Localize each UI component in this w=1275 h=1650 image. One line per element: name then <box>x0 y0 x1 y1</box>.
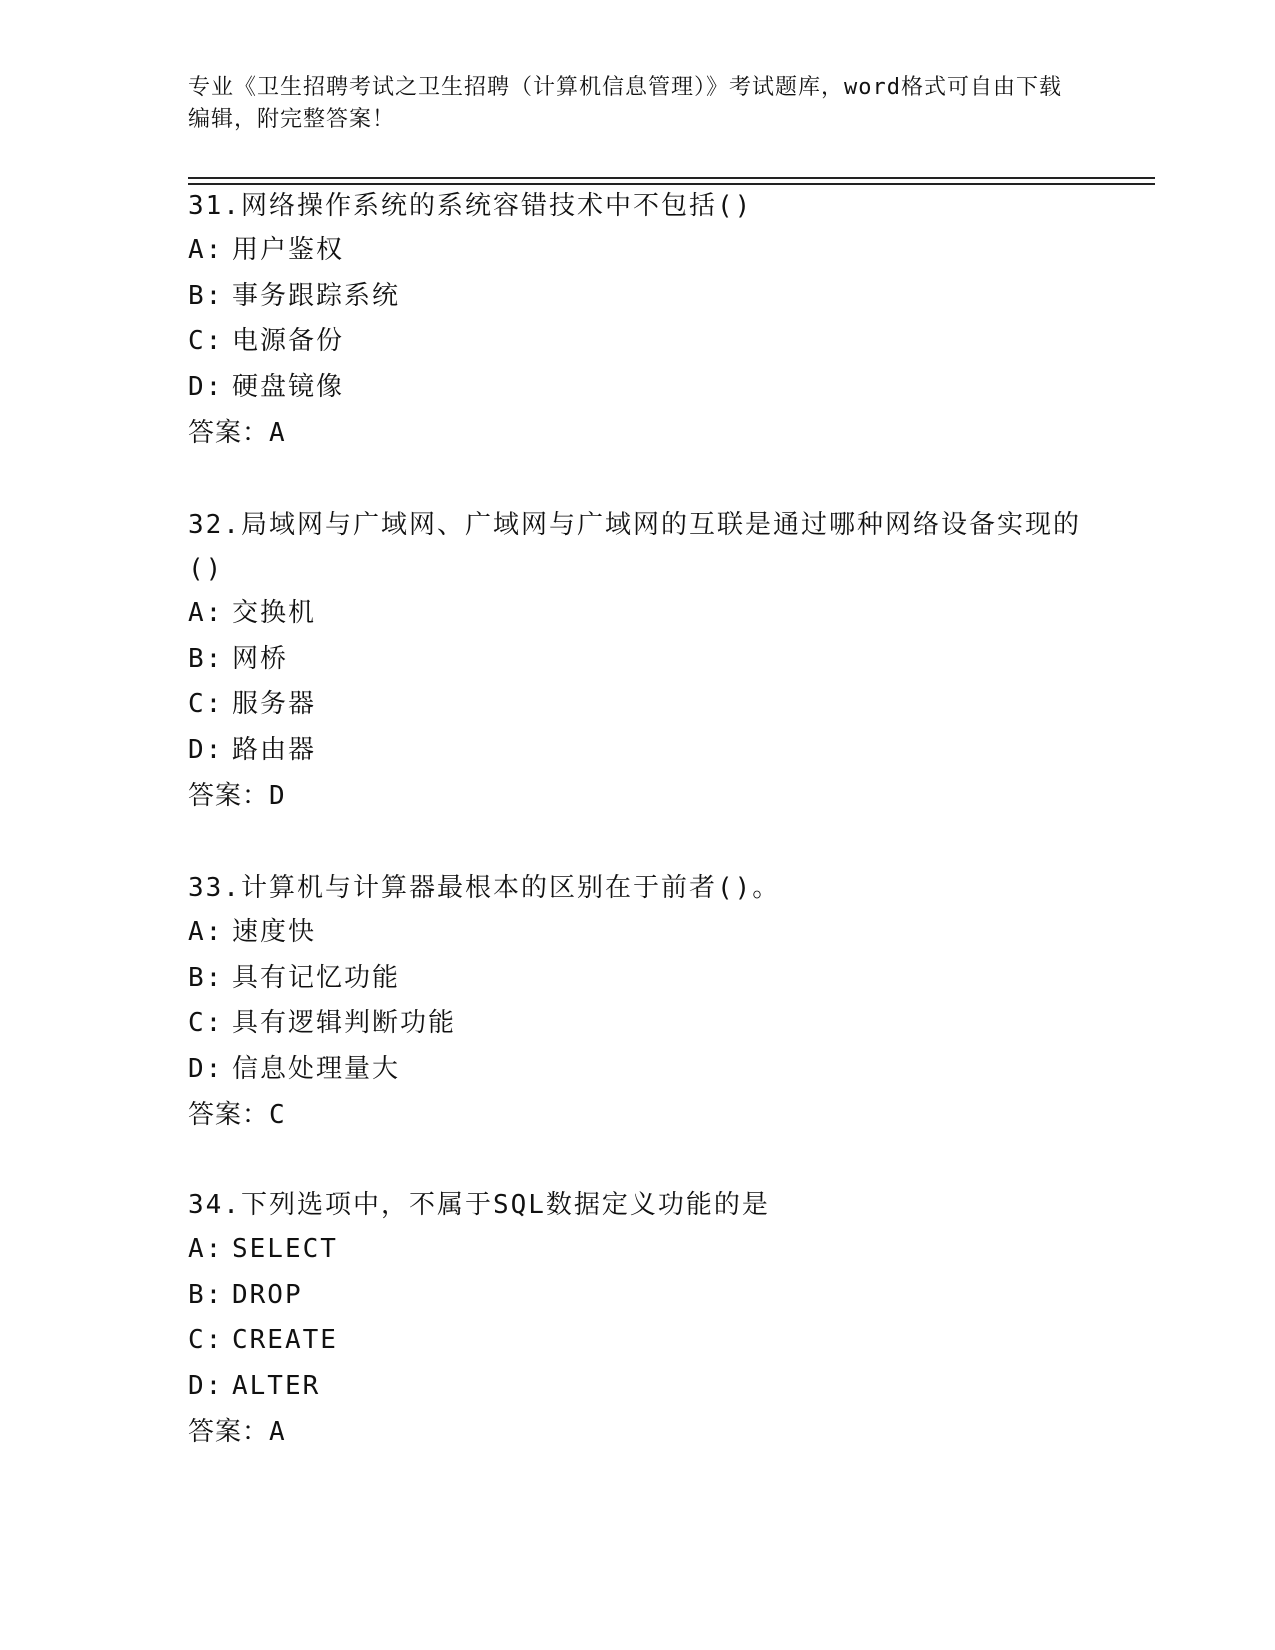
option-key: D: <box>188 1370 224 1401</box>
question-33 <box>188 866 1088 1138</box>
option-a <box>188 1227 1088 1273</box>
option-key: D: <box>188 371 224 402</box>
option-key: D: <box>188 1053 224 1084</box>
option-key: B: <box>188 1279 224 1310</box>
option-text: 网桥 <box>232 643 289 674</box>
answer-line <box>188 410 1088 456</box>
option-a <box>188 910 1088 956</box>
answer-value: A <box>269 1417 286 1447</box>
option-b <box>188 274 1088 320</box>
option-key: B: <box>188 962 224 993</box>
answer-line <box>188 773 1088 819</box>
option-key: A: <box>188 917 224 947</box>
question-stem: 31.网络操作系统的系统容错技术中不包括() <box>188 191 753 221</box>
option-d <box>188 1364 1088 1410</box>
answer-label: 答案： <box>188 781 270 811</box>
document-header: 专业《卫生招聘考试之卫生招聘（计算机信息管理）》考试题库，word格式可自由下载编辑，附完整答案！ <box>188 75 1062 132</box>
answer-label: 答案： <box>188 418 270 448</box>
question-stem: 33.计算机与计算器最根本的区别在于前者()。 <box>188 873 781 903</box>
answer-value: C <box>269 1100 286 1130</box>
answer-line <box>188 1092 1088 1138</box>
question-34 <box>188 1183 1088 1455</box>
option-key: A: <box>188 1234 224 1264</box>
option-key: B: <box>188 280 224 311</box>
option-d <box>188 1047 1088 1093</box>
option-text: 硬盘镜像 <box>232 371 345 402</box>
answer-value: D <box>269 781 286 811</box>
option-text: 电源备份 <box>232 326 345 356</box>
option-b <box>188 1273 1088 1319</box>
option-key: A: <box>188 235 224 265</box>
option-key: C: <box>188 326 224 356</box>
option-text: 具有逻辑判断功能 <box>232 1008 457 1038</box>
option-text: 交换机 <box>232 598 317 628</box>
option-text: 服务器 <box>232 689 317 719</box>
option-text: 信息处理量大 <box>232 1053 401 1084</box>
option-key: A: <box>188 598 224 628</box>
option-key: C: <box>188 689 224 719</box>
header-divider-top <box>188 177 1155 179</box>
option-key: C: <box>188 1325 224 1355</box>
question-32 <box>188 503 1088 819</box>
option-text: 事务跟踪系统 <box>232 280 401 311</box>
option-b <box>188 956 1088 1002</box>
option-text: 速度快 <box>232 917 317 947</box>
option-b <box>188 637 1088 683</box>
option-text: SELECT <box>232 1234 338 1264</box>
option-text: DROP <box>232 1279 303 1310</box>
option-text: 用户鉴权 <box>232 235 345 265</box>
option-text: CREATE <box>232 1325 338 1355</box>
option-key: C: <box>188 1008 224 1038</box>
option-c <box>188 1318 1088 1364</box>
question-stem: 34.下列选项中，不属于SQL数据定义功能的是 <box>188 1190 770 1220</box>
option-text: 具有记忆功能 <box>232 962 401 993</box>
option-a <box>188 228 1088 274</box>
option-key: D: <box>188 734 224 765</box>
option-key: B: <box>188 643 224 674</box>
option-c <box>188 1001 1088 1047</box>
question-stem: 32.局域网与广域网、广域网与广域网的互联是通过哪种网络设备实现的() <box>188 510 1081 584</box>
answer-value: A <box>269 418 286 448</box>
answer-label: 答案： <box>188 1417 270 1447</box>
option-a <box>188 591 1088 637</box>
answer-label: 答案： <box>188 1100 270 1130</box>
option-d <box>188 728 1088 774</box>
option-text: ALTER <box>232 1370 321 1401</box>
question-31 <box>188 184 1088 456</box>
option-text: 路由器 <box>232 734 317 765</box>
option-d <box>188 365 1088 411</box>
option-c <box>188 682 1088 728</box>
option-c <box>188 319 1088 365</box>
answer-line <box>188 1409 1088 1455</box>
